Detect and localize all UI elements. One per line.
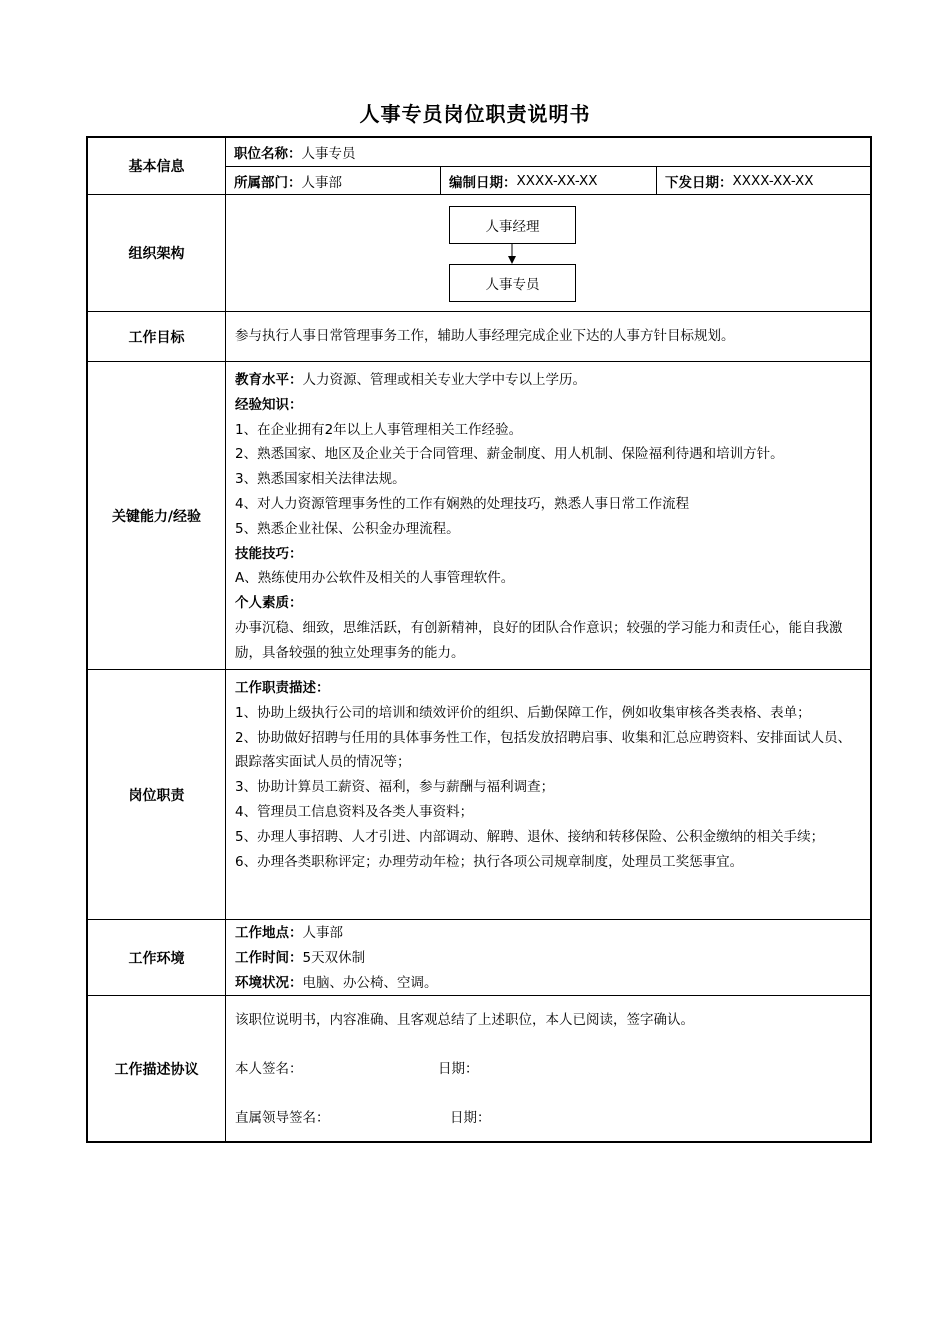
department-label: 所属部门： bbox=[234, 174, 302, 191]
org-box-superior: 人事经理 bbox=[449, 206, 576, 244]
duty-item: 6、办理各类职称评定；办理劳动年检；执行各项公司规章制度，处理员工奖惩事宜。 bbox=[235, 853, 744, 870]
agreement-statement: 该职位说明书，内容准确、且客观总结了上述职位，本人已阅读，签字确认。 bbox=[235, 1012, 694, 1028]
location-value: 人事部 bbox=[302, 925, 343, 941]
conditions-value: 电脑、办公椅、空调。 bbox=[302, 974, 438, 991]
experience-item: 5、熟悉企业社保、公积金办理流程。 bbox=[235, 520, 460, 537]
basic-info-label: 基本信息 bbox=[88, 138, 226, 194]
position-name-cell bbox=[226, 138, 870, 167]
hours-label: 工作时间： bbox=[235, 949, 303, 966]
duties-content bbox=[226, 670, 870, 919]
key-abilities-content bbox=[226, 362, 870, 669]
qualities-text: 办事沉稳、细致，思维活跃，有创新精神，良好的团队合作意识；较强的学习能力和责任心，能自我激励，具备较强的独立处理事务的能力。 bbox=[235, 619, 843, 661]
job-description-table bbox=[86, 136, 872, 1143]
goal-label: 工作目标 bbox=[88, 312, 226, 361]
hours-value: 5天双休制 bbox=[302, 949, 366, 966]
environment-content bbox=[226, 920, 870, 995]
row-goal bbox=[88, 312, 870, 362]
duty-item: 5、办理人事招聘、人才引进、内部调动、解聘、退休、接纳和转移保险、公积金缴纳的相关手续； bbox=[235, 828, 825, 845]
document-title: 人事专员岗位职责说明书 bbox=[359, 102, 591, 126]
row-duties bbox=[88, 670, 870, 920]
org-arrow-icon bbox=[506, 244, 518, 265]
duty-item: 3、协助计算员工薪资、福利，参与薪酬与福利调查； bbox=[235, 779, 555, 796]
duty-item: 1、协助上级执行公司的培训和绩效评价的组织、后勤保障工作，例如收集审核各类表格、表单； bbox=[235, 704, 811, 721]
issued-date-cell bbox=[657, 167, 870, 194]
leader-signature-label: 直属领导签名： bbox=[235, 1109, 330, 1126]
environment-label: 工作环境 bbox=[88, 920, 226, 995]
experience-item: 2、熟悉国家、地区及企业关于合同管理、薪金制度、用人机制、保险福利待遇和培训方针。 bbox=[235, 446, 784, 463]
experience-item: 3、熟悉国家相关法律法规。 bbox=[235, 471, 406, 488]
duty-item: 2、协助做好招聘与任用的具体事务性工作，包括发放招聘启事、收集和汇总应聘资料、安排面试人员、跟踪落实面试人员的情况等； bbox=[235, 729, 852, 771]
position-name-label: 职位名称： bbox=[234, 146, 302, 162]
location-label: 工作地点： bbox=[235, 925, 303, 941]
education-value: 人力资源、管理或相关专业大学中专以上学历。 bbox=[302, 372, 586, 388]
department-cell bbox=[226, 167, 441, 194]
created-date-cell bbox=[441, 167, 657, 194]
department-value: 人事部 bbox=[301, 174, 342, 191]
skills-label: 技能技巧： bbox=[235, 545, 303, 562]
self-signature-label: 本人签名： bbox=[235, 1060, 303, 1077]
experience-label: 经验知识： bbox=[235, 396, 303, 413]
org-structure-label: 组织架构 bbox=[88, 195, 226, 311]
issued-date-label: 下发日期： bbox=[665, 174, 733, 191]
created-date-value: XXXX-XX-XX bbox=[516, 172, 598, 189]
org-box-position: 人事专员 bbox=[449, 264, 576, 302]
agreement-label: 工作描述协议 bbox=[88, 996, 226, 1141]
skills-item: A、熟练使用办公软件及相关的人事管理软件。 bbox=[235, 570, 515, 587]
agreement-content bbox=[226, 996, 870, 1141]
qualities-label: 个人素质： bbox=[235, 595, 303, 612]
conditions-label: 环境状况： bbox=[235, 974, 303, 991]
experience-item: 1、在企业拥有2年以上人事管理相关工作经验。 bbox=[235, 421, 523, 438]
duty-item: 4、管理员工信息资料及各类人事资料； bbox=[235, 803, 474, 820]
duties-heading: 工作职责描述： bbox=[235, 680, 330, 696]
row-key-abilities bbox=[88, 362, 870, 670]
position-name-value: 人事专员 bbox=[301, 146, 356, 162]
key-abilities-label: 关键能力/经验 bbox=[88, 362, 226, 669]
created-date-label: 编制日期： bbox=[449, 174, 517, 191]
row-basic-info bbox=[88, 138, 870, 195]
row-agreement bbox=[88, 996, 870, 1141]
self-date-label: 日期： bbox=[438, 1060, 479, 1077]
row-org-structure bbox=[88, 195, 870, 312]
experience-item: 4、对人力资源管理事务性的工作有娴熟的处理技巧，熟悉人事日常工作流程 bbox=[235, 495, 690, 512]
leader-date-label: 日期： bbox=[450, 1109, 491, 1126]
goal-text: 参与执行人事日常管理事务工作，辅助人事经理完成企业下达的人事方针目标规划。 bbox=[235, 328, 735, 345]
education-label: 教育水平： bbox=[235, 372, 303, 388]
issued-date-value: XXXX-XX-XX bbox=[732, 172, 814, 189]
duties-label: 岗位职责 bbox=[88, 670, 226, 919]
row-environment bbox=[88, 920, 870, 996]
